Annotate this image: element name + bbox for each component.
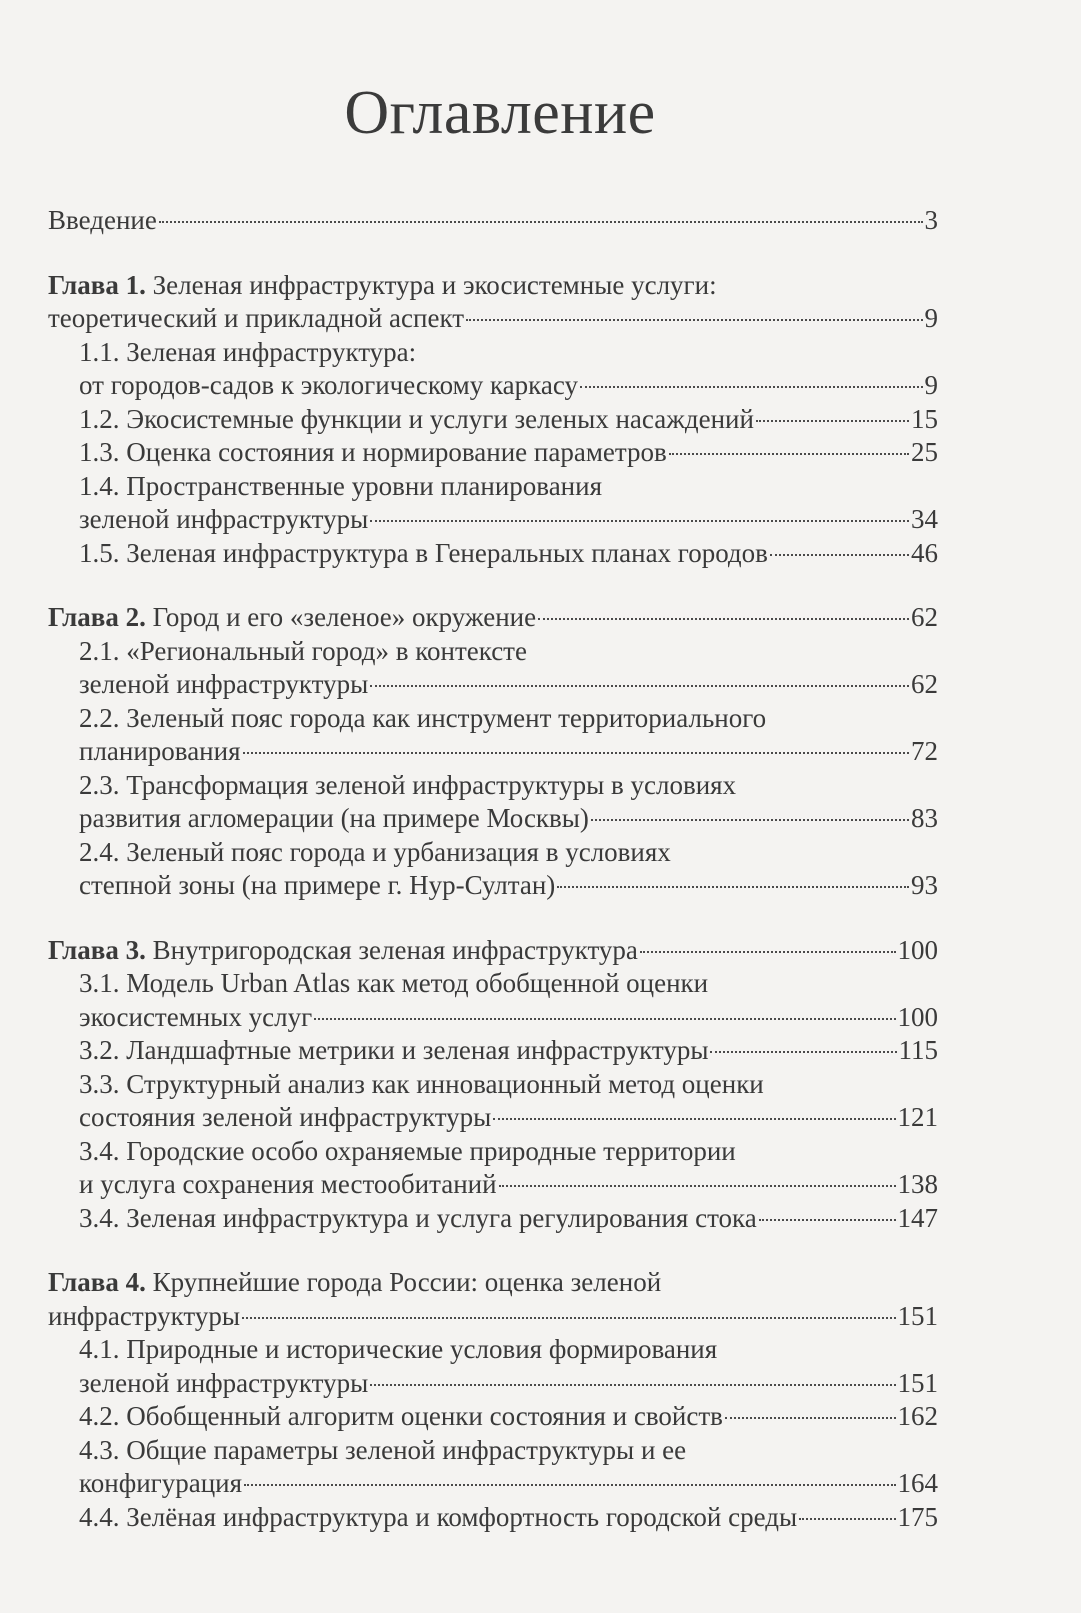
toc-line-text bbox=[79, 668, 368, 702]
toc-line bbox=[48, 702, 938, 736]
page-number: 151 bbox=[897, 1367, 938, 1398]
toc-section bbox=[48, 436, 938, 470]
toc-section bbox=[48, 537, 938, 571]
dot-leader bbox=[580, 386, 923, 388]
entry-title: развития агломерации (на примере Москвы) bbox=[79, 803, 589, 833]
dot-leader bbox=[725, 1417, 896, 1419]
entry-title: 2.3. Трансформация зеленой инфраструктуры в условиях bbox=[79, 769, 737, 800]
toc-line-text bbox=[79, 336, 416, 370]
page-number: 100 bbox=[897, 1001, 938, 1032]
toc-line bbox=[48, 403, 938, 437]
entry-title: состояния зеленой инфраструктуры bbox=[79, 1102, 492, 1132]
toc-line-text bbox=[48, 269, 717, 303]
toc-line-text bbox=[79, 836, 671, 870]
entry-title: 1.2. Экосистемные функции и услуги зеленых насаждений bbox=[79, 403, 754, 434]
toc-line bbox=[48, 1135, 938, 1169]
page-number: 100 bbox=[897, 934, 938, 965]
entry-title: Введение bbox=[48, 205, 157, 235]
page-number: 175 bbox=[897, 1501, 938, 1532]
toc-section bbox=[48, 836, 938, 903]
page-number: 15 bbox=[911, 403, 938, 434]
dot-leader bbox=[557, 886, 909, 888]
toc-line-text bbox=[79, 802, 589, 836]
page-number: 147 bbox=[897, 1202, 938, 1233]
toc-section bbox=[48, 336, 938, 403]
toc-line-text bbox=[48, 601, 536, 635]
entry-title: 4.4. Зелёная инфраструктура и комфортность городской среды bbox=[79, 1501, 798, 1532]
chapter-spacer bbox=[48, 903, 938, 934]
toc-section bbox=[48, 403, 938, 437]
entry-title: 1.4. Пространственные уровни планирования bbox=[79, 470, 602, 501]
toc-line-text bbox=[48, 1266, 661, 1300]
entry-title: планирования bbox=[79, 736, 241, 766]
dot-leader bbox=[591, 819, 909, 821]
toc-line-text bbox=[79, 635, 527, 669]
dot-leader bbox=[759, 1219, 896, 1221]
dot-leader bbox=[799, 1518, 895, 1520]
entry-title: Город и его «зеленое» окружение bbox=[152, 602, 537, 632]
entry-title: 3.1. Модель Urban Atlas как метод обобщенной оценки bbox=[79, 968, 709, 998]
entry-title: Крупнейшие города России: оценка зеленой bbox=[152, 1267, 662, 1297]
toc-line bbox=[48, 302, 938, 336]
page-number: 138 bbox=[897, 1169, 938, 1199]
toc-line bbox=[48, 1333, 938, 1367]
page-number: 3 bbox=[924, 205, 938, 235]
toc-line bbox=[48, 1168, 938, 1202]
page-number: 164 bbox=[897, 1468, 938, 1498]
chapter-label: Глава 2. bbox=[48, 602, 146, 632]
toc-line bbox=[48, 769, 938, 803]
toc-line-text bbox=[79, 537, 768, 571]
chapter-spacer bbox=[48, 570, 938, 601]
toc-line-text bbox=[79, 869, 555, 903]
toc-line-text bbox=[79, 769, 736, 803]
toc-line-text bbox=[79, 369, 578, 403]
toc-line-text bbox=[79, 1135, 736, 1169]
toc-line-text bbox=[79, 735, 241, 769]
dot-leader bbox=[159, 221, 923, 223]
toc-line bbox=[48, 601, 938, 635]
chapter-spacer bbox=[48, 1235, 938, 1266]
page-number: 121 bbox=[897, 1102, 938, 1132]
chapter-label: Глава 1. bbox=[48, 269, 146, 300]
dot-leader bbox=[244, 1484, 895, 1486]
entry-title: 4.1. Природные и исторические условия формирования bbox=[79, 1334, 718, 1364]
toc-line bbox=[48, 1034, 938, 1068]
toc-line-text bbox=[79, 967, 708, 1001]
page-number: 115 bbox=[898, 1035, 938, 1065]
toc-line bbox=[48, 503, 938, 537]
entry-title: зеленой инфраструктуры bbox=[79, 1367, 369, 1398]
toc-line-text bbox=[48, 302, 464, 336]
dot-leader bbox=[370, 685, 909, 687]
toc-line bbox=[48, 369, 938, 403]
toc-line bbox=[48, 635, 938, 669]
toc-line bbox=[48, 1001, 938, 1035]
toc-line bbox=[48, 436, 938, 470]
toc-line bbox=[48, 1367, 938, 1401]
dot-leader bbox=[710, 1051, 896, 1053]
toc-section bbox=[48, 635, 938, 702]
entry-title: степной зоны (на примере г. Нур-Султан) bbox=[79, 870, 556, 900]
entry-title: 1.5. Зеленая инфраструктура в Генеральных планах городов bbox=[79, 537, 768, 568]
toc-line-text bbox=[79, 1467, 242, 1501]
toc-line bbox=[48, 1068, 938, 1102]
entry-title: 1.3. Оценка состояния и нормирование параметров bbox=[79, 437, 667, 467]
toc-line-text bbox=[79, 1501, 797, 1535]
dot-leader bbox=[466, 319, 922, 321]
toc-section bbox=[48, 1333, 938, 1400]
dot-leader bbox=[243, 752, 910, 754]
entry-title: теоретический и прикладной аспект bbox=[48, 303, 465, 333]
toc-line bbox=[48, 735, 938, 769]
dot-leader bbox=[370, 1384, 895, 1386]
entry-title: 3.2. Ландшафтные метрики и зеленая инфраструктуры bbox=[79, 1035, 709, 1065]
entry-title: 3.3. Структурный анализ как инновационный метод оценки bbox=[79, 1068, 764, 1099]
entry-title: инфраструктуры bbox=[48, 1300, 240, 1331]
dot-leader bbox=[499, 1185, 896, 1187]
entry-title: 4.2. Обобщенный алгоритм оценки состояния и свойств bbox=[79, 1401, 723, 1431]
entry-title: 2.1. «Региональный город» в контексте bbox=[79, 635, 527, 666]
dot-leader bbox=[242, 1317, 896, 1319]
toc-section bbox=[48, 1202, 938, 1236]
toc-chapter bbox=[48, 934, 938, 968]
toc-line-text bbox=[79, 1001, 312, 1035]
entry-title: Зеленая инфраструктура и экосистемные услуги: bbox=[152, 269, 717, 300]
toc-line bbox=[48, 336, 938, 370]
toc-line-text bbox=[79, 436, 667, 470]
toc-line-text bbox=[79, 1168, 497, 1202]
page-number: 93 bbox=[911, 870, 938, 900]
toc-section bbox=[48, 702, 938, 769]
toc-section bbox=[48, 470, 938, 537]
toc-line-text bbox=[79, 1068, 764, 1102]
entry-title: зеленой инфраструктуры bbox=[79, 669, 369, 699]
toc-line-text bbox=[79, 503, 368, 537]
entry-title: 3.4. Городские особо охраняемые природные территории bbox=[79, 1135, 736, 1166]
page-number: 9 bbox=[924, 303, 938, 333]
dot-leader bbox=[770, 554, 909, 556]
entry-title: и услуга сохранения местообитаний bbox=[79, 1169, 497, 1199]
entry-title: 1.1. Зеленая инфраструктура: bbox=[79, 336, 417, 367]
toc-section bbox=[48, 769, 938, 836]
page-number: 34 bbox=[911, 504, 938, 534]
toc-line-text bbox=[79, 470, 602, 504]
entry-title: от городов-садов к экологическому каркасу bbox=[79, 370, 578, 400]
table-of-contents bbox=[48, 204, 938, 1534]
toc-line-text bbox=[79, 1434, 686, 1468]
page-number: 25 bbox=[911, 437, 938, 467]
dot-leader bbox=[493, 1118, 895, 1120]
toc-section bbox=[48, 1135, 938, 1202]
page-title: Оглавление bbox=[344, 79, 656, 147]
toc-line-text bbox=[79, 1034, 708, 1068]
dot-leader bbox=[640, 951, 896, 953]
toc-section bbox=[48, 1400, 938, 1434]
toc-line bbox=[48, 802, 938, 836]
toc-section bbox=[48, 1434, 938, 1501]
toc-line-text bbox=[79, 702, 766, 736]
page-number: 46 bbox=[911, 537, 938, 568]
page-number: 83 bbox=[911, 803, 938, 833]
toc-intro bbox=[48, 204, 938, 238]
entry-title: 3.4. Зеленая инфраструктура и услуга регулирования стока bbox=[79, 1202, 757, 1233]
page-number: 72 bbox=[911, 736, 938, 766]
toc-line-text bbox=[48, 934, 638, 968]
toc-chapter bbox=[48, 601, 938, 635]
toc-section bbox=[48, 1034, 938, 1068]
page-number: 9 bbox=[924, 370, 938, 400]
toc-line bbox=[48, 1434, 938, 1468]
toc-line bbox=[48, 1467, 938, 1501]
toc-line bbox=[48, 1101, 938, 1135]
toc-line bbox=[48, 269, 938, 303]
toc-section bbox=[48, 1501, 938, 1535]
toc-line-text bbox=[79, 1333, 717, 1367]
dot-leader bbox=[669, 453, 909, 455]
dot-leader bbox=[314, 1018, 895, 1020]
toc-line bbox=[48, 1300, 938, 1334]
toc-line bbox=[48, 1501, 938, 1535]
entry-title: конфигурация bbox=[79, 1468, 243, 1498]
toc-line-text bbox=[79, 1202, 757, 1236]
toc-line bbox=[48, 1400, 938, 1434]
page-number: 62 bbox=[911, 602, 938, 632]
dot-leader bbox=[370, 520, 909, 522]
toc-line-text bbox=[48, 204, 157, 238]
toc-line bbox=[48, 869, 938, 903]
page-number: 62 bbox=[911, 669, 938, 699]
dot-leader bbox=[756, 420, 909, 422]
entry-title: экосистемных услуг bbox=[79, 1001, 313, 1032]
entry-title: Внутригородская зеленая инфраструктура bbox=[152, 934, 638, 965]
toc-line bbox=[48, 668, 938, 702]
entry-title: 2.4. Зеленый пояс города и урбанизация в условиях bbox=[79, 836, 671, 867]
toc-line bbox=[48, 537, 938, 571]
entry-title: 4.3. Общие параметры зеленой инфраструктуры и ее bbox=[79, 1434, 687, 1465]
toc-line bbox=[48, 1266, 938, 1300]
toc-chapter bbox=[48, 1266, 938, 1333]
entry-title: зеленой инфраструктуры bbox=[79, 504, 369, 534]
toc-line bbox=[48, 934, 938, 968]
toc-line bbox=[48, 470, 938, 504]
toc-line bbox=[48, 204, 938, 238]
entry-title: 2.2. Зеленый пояс города как инструмент территориального bbox=[79, 702, 767, 733]
chapter-label: Глава 4. bbox=[48, 1267, 146, 1297]
page-number: 151 bbox=[897, 1300, 938, 1331]
dot-leader bbox=[538, 618, 909, 620]
toc-line bbox=[48, 1202, 938, 1236]
toc-line bbox=[48, 836, 938, 870]
toc-line-text bbox=[79, 1101, 491, 1135]
toc-section bbox=[48, 967, 938, 1034]
toc-line-text bbox=[79, 1400, 723, 1434]
chapter-label: Глава 3. bbox=[48, 934, 146, 965]
toc-section bbox=[48, 1068, 938, 1135]
page-number: 162 bbox=[897, 1401, 938, 1431]
chapter-spacer bbox=[48, 238, 938, 269]
toc-line bbox=[48, 967, 938, 1001]
toc-line-text bbox=[79, 403, 754, 437]
toc-line-text bbox=[79, 1367, 368, 1401]
toc-line-text bbox=[48, 1300, 240, 1334]
toc-chapter bbox=[48, 269, 938, 336]
